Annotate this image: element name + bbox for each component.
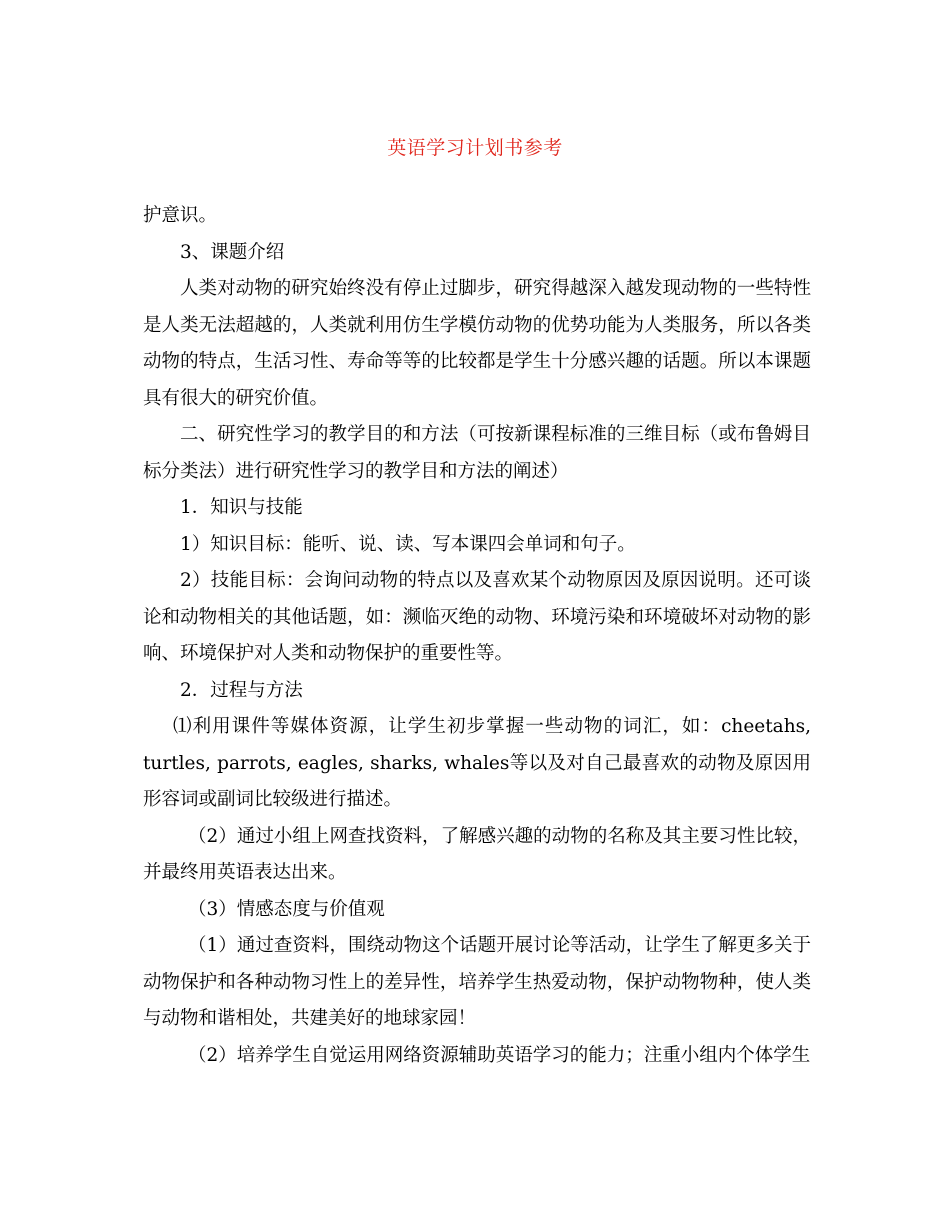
heading-knowledge-skills: 1．知识与技能 (180, 497, 303, 518)
paragraph-skill-goal: 2）技能目标：会询问动物的特点以及喜欢某个动物原因及原因说明。还可谈论和动物相关的其他话题，如：濒临灭绝的动物、环境污染和环境破坏对动物的影响、环境保护对人类和动物保护的重要性等。 (143, 570, 811, 664)
paragraph-courseware: ⑴利用课件等媒体资源，让学生初步掌握一些动物的词汇，如：cheetahs, turtles, parrots, eagles, sharks, whales等以及对自己最喜欢的动物及原因用形容词或副词比较级进行描述。 (143, 716, 811, 810)
paragraph-group-research: （2）通过小组上网查找资料，了解感兴趣的动物的名称及其主要习性比较，并最终用英语表达出来。 (143, 825, 811, 883)
heading-topic-intro: 3、课题介绍 (180, 241, 285, 263)
paragraph-emotion-2: （2）培养学生自觉运用网络资源辅助英语学习的能力；注重小组内个体学生 (188, 1044, 811, 1066)
paragraph-continuation: 护意识。 (143, 205, 218, 226)
heading-emotion-values: （3）情感态度与价值观 (188, 898, 385, 920)
heading-process-method: 2．过程与方法 (180, 679, 303, 701)
heading-teaching-goals: 二、研究性学习的教学目的和方法（可按新课程标准的三维目标（或布鲁姆目标分类法）进行研究性学习的教学目和方法的阐述） (143, 424, 811, 482)
document-body (143, 198, 811, 1074)
paragraph-knowledge-goal: 1）知识目标：能听、说、读、写本课四会单词和句子。 (180, 533, 636, 555)
paragraph-emotion-1: （1）通过查资料，围绕动物这个话题开展讨论等活动，让学生了解更多关于动物保护和各种动物习性上的差异性，培养学生热爱动物，保护动物物种，使人类与动物和谐相处，共建美好的地球家园！ (143, 935, 811, 1029)
document-title: 英语学习计划书参考 (387, 137, 563, 159)
paragraph-topic-intro: 人类对动物的研究始终没有停止过脚步，研究得越深入越发现动物的一些特性是人类无法超越的，人类就利用仿生学模仿动物的优势功能为人类服务，所以各类动物的特点，生活习性、寿命等等的比较都是学生十分感兴趣的话题。所以本课题具有很大的研究价值。 (143, 278, 811, 409)
